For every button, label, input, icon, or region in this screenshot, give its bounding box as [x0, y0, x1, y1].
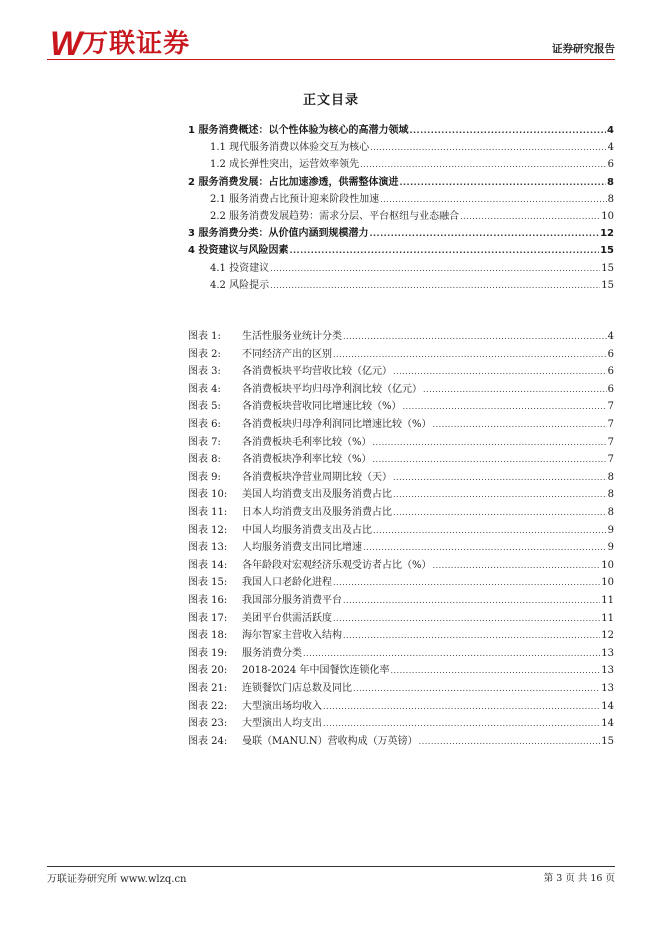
dot-leader — [390, 663, 600, 679]
toc-entry[interactable] — [188, 226, 614, 242]
dot-leader — [373, 523, 607, 539]
dot-leader — [363, 540, 607, 556]
figure-page: 9 — [607, 524, 614, 536]
toc-entry-title: 服务消费概述：以个性体验为核心的高潜力领域 — [198, 125, 409, 136]
figure-entry[interactable] — [188, 364, 614, 380]
toc-entry[interactable] — [210, 209, 614, 225]
figure-title: 各消费板块归母净利润同比增速比较（%） — [242, 419, 432, 430]
logo-text: 万联证券 — [82, 29, 191, 59]
figure-title: 我国部分服务消费平台 — [242, 595, 342, 606]
dot-leader — [360, 157, 607, 173]
toc-entry-number: 4.2 — [210, 279, 226, 291]
toc-entry[interactable] — [188, 175, 614, 191]
dot-leader — [343, 329, 607, 345]
toc-entry-number: 1.2 — [210, 159, 226, 171]
figure-page: 13 — [601, 683, 614, 694]
figure-entry[interactable] — [188, 470, 614, 486]
figure-entry[interactable] — [188, 505, 614, 521]
toc-entry[interactable] — [210, 157, 614, 173]
report-type: 证券研究报告 — [552, 43, 615, 55]
toc-entry-title: 投资建议 — [229, 262, 270, 274]
figure-label: 图表 16: — [188, 595, 228, 606]
figure-title: 各消费板块营收同比增速比较（%） — [242, 401, 402, 413]
dot-leader — [423, 382, 607, 398]
toc-entry-title: 服务消费分类：从价值内涵到规模潜力 — [198, 228, 369, 240]
figure-page: 7 — [607, 401, 614, 413]
toc-entry[interactable] — [210, 278, 614, 294]
figure-entry[interactable] — [188, 681, 614, 697]
figure-page: 4 — [607, 331, 614, 342]
toc-entry-page: 15 — [600, 245, 614, 257]
toc-entry[interactable] — [188, 243, 614, 259]
figure-page: 6 — [607, 348, 614, 360]
figure-entry[interactable] — [188, 523, 614, 539]
figure-title: 人均服务消费支出同比增速 — [242, 542, 362, 554]
toc-entry-page: 15 — [601, 279, 614, 291]
figure-label: 图表 13: — [188, 542, 228, 554]
figure-label: 图表 8: — [188, 454, 221, 466]
toc-entry-title: 服务消费发展：占比加速渗透，供需整体演进 — [198, 176, 399, 188]
header-divider — [47, 59, 615, 60]
figure-label: 图表 10: — [188, 489, 228, 501]
toc-entry[interactable] — [188, 123, 614, 139]
dot-leader — [373, 452, 607, 468]
figure-entry[interactable] — [188, 699, 614, 715]
figure-label: 图表 2: — [188, 348, 221, 360]
toc-entry-title: 服务消费发展趋势：需求分层、平台枢纽与业态融合 — [229, 211, 460, 222]
page-header — [0, 0, 662, 66]
figure-page: 8 — [607, 489, 614, 501]
dot-leader — [393, 505, 607, 521]
figure-page: 13 — [601, 665, 614, 677]
dot-leader — [343, 628, 600, 644]
dot-leader — [270, 278, 600, 294]
toc-entry-number: 4.1 — [210, 262, 226, 274]
toc-entry-page: 10 — [601, 211, 614, 222]
toc-entry-title: 成长弹性突出，运营效率领先 — [229, 159, 360, 171]
figure-page: 10 — [601, 577, 614, 589]
figure-title: 各年龄段对宏观经济乐观受访者占比（%） — [242, 559, 432, 571]
dot-leader — [333, 575, 600, 591]
toc-entry-page: 8 — [607, 193, 614, 205]
figure-entry[interactable] — [188, 382, 614, 398]
toc-entry-page: 8 — [607, 176, 614, 188]
toc-title: 正文目录 — [302, 93, 359, 108]
figure-label: 图表 19: — [188, 647, 228, 659]
figure-label: 图表 15: — [188, 577, 228, 589]
wanlian-logo — [50, 27, 190, 61]
figure-title: 曼联（MANU.N）营收构成（万英镑） — [242, 735, 418, 747]
figure-entry[interactable] — [188, 646, 614, 662]
page-number: 第 3 页 共 16 页 — [543, 873, 615, 884]
figure-title: 大型演出场均收入 — [242, 700, 322, 712]
figure-entry[interactable] — [188, 628, 614, 644]
figure-entry[interactable] — [188, 734, 614, 750]
dot-leader — [303, 646, 600, 662]
toc-entry-page: 4 — [607, 125, 614, 136]
dot-leader — [409, 123, 606, 139]
toc-entry[interactable] — [210, 140, 614, 156]
footer-source: 万联证券研究所 www.wlzq.cn — [47, 874, 187, 885]
figure-page: 7 — [607, 419, 614, 430]
dot-leader — [343, 593, 600, 609]
figure-page: 12 — [601, 630, 614, 642]
figure-title: 各消费板块净营业周期比较（天） — [242, 471, 392, 483]
figure-label: 图表 23: — [188, 718, 228, 730]
toc-entry-number: 2.2 — [210, 211, 226, 222]
figure-entry[interactable] — [188, 347, 614, 363]
footer-divider — [47, 866, 615, 867]
figure-page: 10 — [601, 559, 614, 571]
figure-page: 14 — [601, 718, 614, 730]
figure-entry[interactable] — [188, 329, 614, 345]
figure-entry[interactable] — [188, 487, 614, 503]
toc-entry-page: 4 — [607, 142, 614, 154]
toc-entry-title: 投资建议与风险因素 — [198, 245, 289, 257]
figure-entry[interactable] — [188, 716, 614, 732]
figure-page: 9 — [607, 542, 614, 554]
dot-leader — [323, 716, 600, 732]
dot-leader — [380, 192, 607, 208]
figure-label: 图表 7: — [188, 436, 221, 448]
toc-entry-title: 风险提示 — [229, 279, 270, 291]
toc-entry-page: 6 — [607, 159, 614, 171]
figure-page: 6 — [607, 383, 614, 395]
toc-entry[interactable] — [210, 261, 614, 277]
figure-page: 13 — [601, 647, 614, 659]
dot-leader — [393, 364, 607, 380]
figure-label: 图表 9: — [188, 471, 221, 483]
figure-label: 图表 3: — [188, 366, 221, 378]
dot-leader — [333, 347, 607, 363]
toc-entry-number: 1 — [188, 125, 195, 136]
figure-label: 图表 12: — [188, 524, 228, 536]
figure-entry[interactable] — [188, 452, 614, 468]
figure-entry[interactable] — [188, 399, 614, 415]
figure-entry[interactable] — [188, 558, 614, 574]
figure-entry[interactable] — [188, 611, 614, 627]
figure-label: 图表 22: — [188, 700, 228, 712]
figure-page: 15 — [601, 735, 614, 747]
figure-page: 11 — [601, 595, 614, 606]
dot-leader — [353, 681, 600, 697]
toc-entry-number: 4 — [188, 245, 195, 257]
figure-entry[interactable] — [188, 540, 614, 556]
dot-leader — [393, 487, 607, 503]
dot-leader — [419, 734, 601, 750]
dot-leader — [403, 399, 607, 415]
figure-entry[interactable] — [188, 575, 614, 591]
dot-leader — [433, 417, 607, 433]
figure-title: 中国人均服务消费支出及占比 — [242, 524, 372, 536]
figure-label: 图表 18: — [188, 630, 228, 642]
dot-leader — [433, 558, 601, 574]
toc-entry-number: 3 — [188, 228, 195, 240]
toc-entry-page: 12 — [600, 228, 614, 240]
dot-leader — [370, 140, 607, 156]
toc-entry-number: 2.1 — [210, 193, 226, 205]
figure-entry[interactable] — [188, 663, 614, 679]
figure-label: 图表 20: — [188, 665, 228, 677]
figure-title: 各消费板块平均归母净利润比较（亿元） — [242, 383, 422, 395]
dot-leader — [289, 243, 599, 259]
figure-label: 图表 11: — [188, 507, 228, 518]
figure-title: 美国人均消费支出及服务消费占比 — [242, 489, 392, 501]
dot-leader — [399, 175, 606, 191]
figure-title: 美团平台供需活跃度 — [242, 612, 332, 624]
figure-entry[interactable] — [188, 417, 614, 433]
figure-page: 14 — [601, 700, 614, 712]
toc-entry-title: 现代服务消费以体验交互为核心 — [229, 142, 370, 154]
dot-leader — [369, 226, 599, 242]
dot-leader — [333, 611, 600, 627]
dot-leader — [323, 699, 600, 715]
figure-label: 图表 4: — [188, 383, 221, 395]
figure-page: 6 — [607, 366, 614, 378]
toc-entry-number: 1.1 — [210, 142, 226, 154]
figure-title: 海尔智家主营收入结构 — [242, 630, 342, 642]
figure-title: 不同经济产出的区别 — [242, 348, 332, 360]
figure-label: 图表 6: — [188, 419, 221, 430]
figure-entry[interactable] — [188, 593, 614, 609]
toc-entry-title: 服务消费占比预计迎来阶段性加速 — [229, 193, 380, 205]
figure-title: 连锁餐饮门店总数及同比 — [242, 683, 352, 694]
figure-label: 图表 24: — [188, 735, 228, 747]
dot-leader — [373, 435, 607, 451]
toc-entry-number: 2 — [188, 176, 195, 188]
figure-entry[interactable] — [188, 435, 614, 451]
figure-title: 我国人口老龄化进程 — [242, 577, 332, 589]
dot-leader — [460, 209, 600, 225]
toc-entry[interactable] — [210, 192, 614, 208]
figure-title: 大型演出人均支出 — [242, 718, 322, 730]
figure-label: 图表 14: — [188, 559, 228, 571]
figure-page: 7 — [607, 436, 614, 448]
figure-title: 服务消费分类 — [242, 647, 302, 659]
figure-label: 图表 17: — [188, 612, 228, 624]
figure-label: 图表 5: — [188, 401, 221, 413]
figure-page: 11 — [601, 612, 614, 624]
figure-page: 8 — [607, 507, 614, 518]
figure-label: 图表 1: — [188, 331, 221, 342]
figure-page: 7 — [607, 454, 614, 466]
figure-title: 各消费板块毛利率比较（%） — [242, 436, 372, 448]
figure-title: 各消费板块净利率比较（%） — [242, 454, 372, 466]
logo-mark: W — [50, 25, 81, 63]
figure-title: 日本人均消费支出及服务消费占比 — [242, 507, 392, 518]
figure-title: 各消费板块平均营收比较（亿元） — [242, 366, 392, 378]
figure-title: 生活性服务业统计分类 — [242, 331, 342, 342]
figure-title: 2018-2024 年中国餐饮连锁化率 — [242, 665, 390, 677]
dot-leader — [393, 470, 607, 486]
figure-label: 图表 21: — [188, 683, 228, 694]
toc-entry-page: 15 — [601, 262, 614, 274]
dot-leader — [270, 261, 600, 277]
figure-page: 8 — [607, 471, 614, 483]
